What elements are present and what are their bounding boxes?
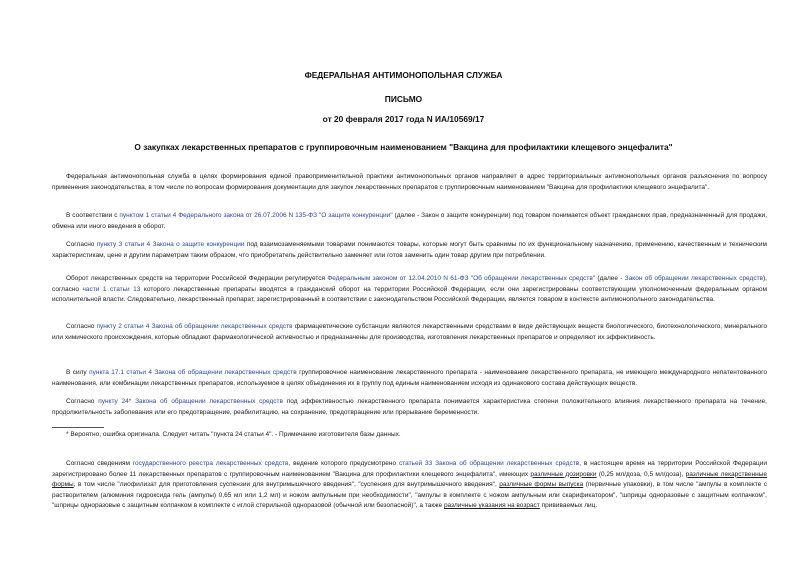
document-date-number: от 20 февраля 2017 года N ИА/10569/17 [322, 114, 485, 124]
link-part1-art13[interactable]: части 1 статьи 13 [82, 285, 141, 293]
paragraph-4 [52, 274, 767, 306]
paragraph-4-text-b: (далее - [595, 275, 625, 282]
underlined-dosage-forms: различные лекарственные формы [52, 470, 767, 488]
paragraph-2-text-a: В соответствии с [66, 212, 120, 219]
link-medicines-law-short[interactable]: Закон об обращении лекарственных средств [624, 275, 763, 282]
document-type: ПИСЬМО [384, 94, 423, 104]
underlined-age-indications: различные указания на возраст [443, 502, 540, 509]
paragraph-8 [52, 459, 767, 512]
paragraph-1 [52, 172, 767, 193]
link-competition-law-art4-p3[interactable]: пункту 3 статьи 4 Закона о защите конкуренции [96, 241, 245, 248]
footnote [52, 430, 767, 441]
link-medicines-law-art4-p2[interactable]: пункту 2 статьи 4 Закона об обращении лекарственных средств [96, 323, 293, 330]
document-subject: О закупках лекарственных препаратов с группировочным наименованием "Вакцина для профилактики клещевого энцефалита" [134, 142, 673, 152]
paragraph-5 [52, 322, 767, 343]
paragraph-4-text-a: Оборот лекарственных средств на территории Российской Федерации регулируется [66, 275, 328, 282]
link-medicines-law-p24[interactable]: пункту 24* Закона об обращении лекарственных средств [98, 398, 283, 405]
paragraph-1-text: Федеральная антимонопольная служба в целях формирования единой правоприменительной практики антимонопольных органов направляет в адрес территориальных антимонопольных органов разъяснения по вопросу применения законодательства, в том числе по вопросам формирования документации для закупок лекарственных препаратов с группировочным наименованием "Вакцина для профилактики клещевого энцефалита". [52, 173, 767, 191]
paragraph-7-text-b: под эффективностью лекарственного препарата понимается характеристика степени положительного влияния лекарственного препарата на течение, продолжительность заболевания или его предотвращение, реабилитацию, на сохранение, предотвращение или прерывание беременности. [52, 398, 767, 416]
paragraph-3-text-a: Согласно [66, 241, 97, 248]
paragraph-2-text-b: (далее - Закон о защите конкуренции) под товаром понимается объект гражданских прав, предназначенный для продажи, обмена или иного введения в оборот. [52, 212, 767, 230]
footnote-divider [52, 427, 104, 428]
paragraph-7-text-a: Согласно [66, 398, 99, 405]
footnote-text: * Вероятно, ошибка оригинала. Следует читать "пункта 24 статьи 4". - Примечание изготовителя базы данных. [66, 431, 401, 438]
paragraph-7 [52, 397, 767, 418]
link-state-register[interactable]: государственного реестра лекарственных средств [132, 460, 289, 467]
paragraph-6-text-b: группировочное наименование лекарственного препарата - наименование лекарственного препарата, не имеющего международного непатентованного наименования, или комбинации лекарственных препаратов, используемое в целях объединения их в группу под единым наименованием исходя из одинакового состава действующих веществ. [52, 369, 768, 387]
paragraph-8-text-e: , в том числе "лиофилизат для приготовления суспензии для внутримышечного введения", "суспензия для внутримышечного введения", [73, 481, 500, 488]
paragraph-6 [52, 368, 767, 389]
paragraph-8-text-a: Согласно сведениям [66, 460, 133, 467]
paragraph-8-text-g: прививаемых лиц. [539, 502, 598, 509]
paragraph-5-text-a: Согласно [66, 323, 97, 330]
paragraph-8-text-d: (0,25 мл/доза, 0,5 мл/доза), [596, 470, 686, 478]
agency-name: ФЕДЕРАЛЬНАЯ АНТИМОНОПОЛЬНАЯ СЛУЖБА [304, 70, 503, 80]
paragraph-4-text-c: ), согласно [52, 275, 767, 293]
paragraph-5-text-b: фармацевтические субстанции являются лекарственными средствами в виде действующих веществ биологического, биотехнологического, минерального или химического происхождения, которые обладают фармакологической активностью и предназначены для производства, изготовления лекарственных препаратов и определяют их эффективность. [52, 323, 767, 341]
paragraph-3 [52, 240, 767, 261]
paragraph-8-text-c: , в настоящее время на территории Российской Федерации зарегистрировано более 11 лекарственных препаратов с группировочным наименованием "Вакцина для профилактики клещевого энцефалита", имеющих [52, 460, 767, 478]
underlined-release-forms: различные формы выпуска [499, 481, 584, 488]
link-competition-law-art4-p1[interactable]: пунктом 1 статьи 4 Федерального закона от 26.07.2006 N 135-ФЗ "О защите конкуренции" [119, 212, 393, 219]
underlined-dosages: различные дозировки [530, 470, 597, 478]
paragraph-2 [52, 211, 767, 232]
paragraph-8-text-f: (первичные упаковки), в том числе "ампулы в комплекте с растворителем (алюминия гидроксида гель (ампулы) 0,65 мл или 1,2 мл) и ножом ампульным при необходимости", "ампулы в комплекте с ножом ампульным или скарификатором", "шприцы одноразовые с защитным колпачком", "шприцы одноразовые с защитным колпачком в комплекте с иглой стерильной одноразовой (обычной или безопасной)", а также [52, 481, 767, 509]
paragraph-6-text-a: В силу [66, 369, 90, 376]
paragraph-4-text-d: которого лекарственные препараты вводятся в гражданский оборот на территории Российской Федерации, если они зарегистрированы соответствующим уполномоченным федеральным органом исполнительной власти. Следовательно, лекарственный препарат, зарегистрированный в соответствии с законодательством Российской Федерации, является товаром в контексте антимонопольного законодательства. [52, 285, 767, 303]
link-medicines-law[interactable]: Федеральным законом от 12.04.2010 N 61-ФЗ "Об обращении лекарственных средств" [327, 275, 596, 282]
link-medicines-law-art4-p17-1[interactable]: пункта 17.1 статьи 4 Закона об обращении лекарственных средств [89, 369, 297, 376]
link-medicines-law-art33[interactable]: статьей 33 Закона об обращении лекарственных средств [398, 460, 580, 467]
paragraph-3-text-b: под взаимозаменяемыми товарами понимаются товары, которые могут быть сравнимы по их функциональному назначению, применению, качественным и техническим характеристикам, цене и другим параметрам таким образом, что приобретатель действительно заменяет или готов заменить один товар другим при потреблении. [52, 241, 767, 259]
paragraph-8-text-b: , ведение которого предусмотрено [288, 460, 399, 467]
